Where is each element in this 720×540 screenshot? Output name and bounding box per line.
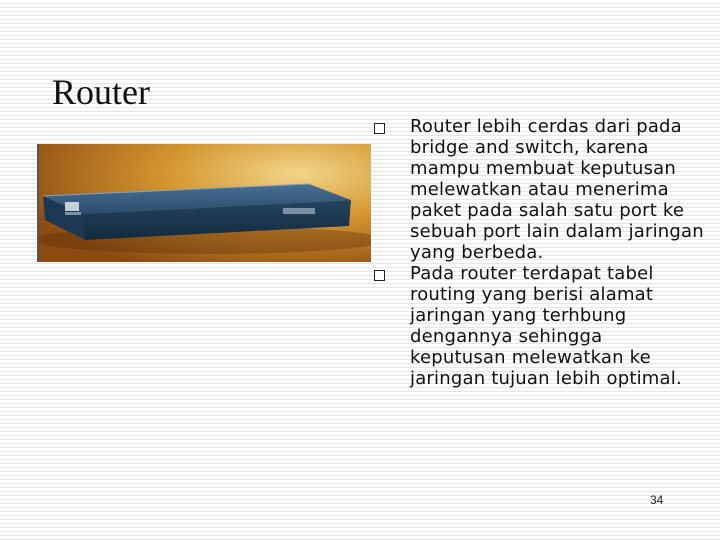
bullet-text: Router lebih cerdas dari pada bridge and switch, karena mampu membuat keputusan melewatkan atau menerima paket pada salah satu port ke sebuah port lain dalam jaringan yang berbeda. [410, 116, 704, 263]
bullet-list [374, 116, 704, 389]
square-bullet-icon [374, 123, 385, 134]
square-bullet-icon [374, 270, 385, 281]
bullet-item [374, 263, 704, 389]
page-number: 34 [650, 493, 664, 507]
bullet-text: Pada router terdapat tabel routing yang berisi alamat jaringan yang terhbung dengannya sehingga keputusan melewatkan ke jaringan tujuan lebih optimal. [410, 263, 682, 389]
router-illustration [39, 144, 371, 262]
router-photo [37, 144, 371, 262]
bullet-item [374, 116, 704, 263]
slide-title: Router [52, 72, 150, 112]
